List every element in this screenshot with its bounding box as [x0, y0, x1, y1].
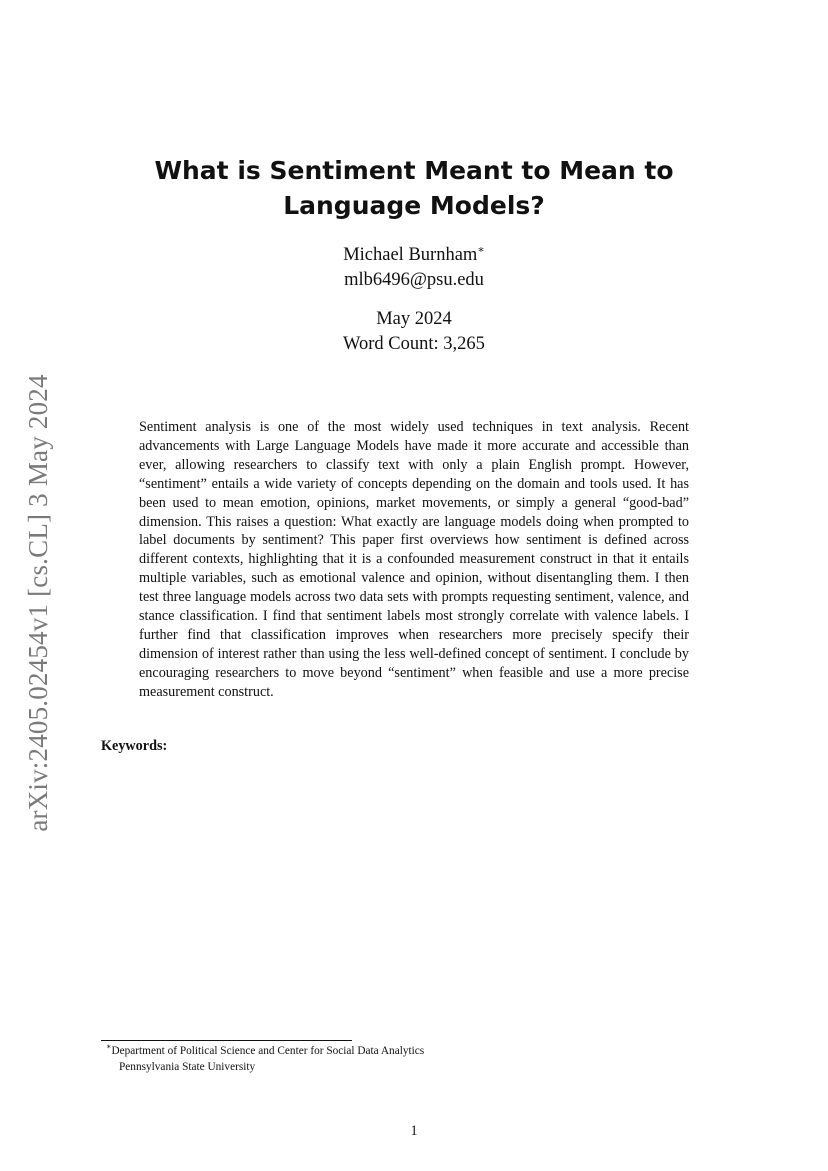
footnote-affiliation-dept: Department of Political Science and Center for Social Data Analytics — [111, 1045, 425, 1057]
author-email: mlb6496@psu.edu — [344, 270, 484, 290]
arxiv-identifier-stamp: arXiv:2405.02454v1 [cs.CL] 3 May 2024 — [23, 374, 53, 832]
footnote — [106, 1044, 706, 1075]
title-line-1: What is Sentiment Meant to Mean to — [154, 156, 674, 185]
footnote-affiliation-university: Pennsylvania State University — [119, 1060, 256, 1073]
publication-date: May 2024 — [376, 309, 452, 329]
date-block — [100, 307, 728, 357]
author-name-line — [100, 243, 728, 268]
footnote-line-1 — [106, 1042, 425, 1057]
keywords-label: Keywords: — [101, 738, 168, 754]
paper-title — [100, 153, 728, 223]
footnote-rule — [101, 1040, 352, 1041]
page-number: 1 — [410, 1123, 418, 1139]
abstract: Sentiment analysis is one of the most widely used techniques in text analysis. Recent advancements with Large Language Models have made it more accurate and accessible than ever, allowing researchers to classify text with only a plain English prompt. However, “sentiment” entails a wide variety of concepts depending on the domain and tools used. It has been used to mean emotion, opinions, market movements, or simply a general “good-bad” dimension. This raises a question: What exactly are language models doing when prompted to label documents by sentiment? This paper first overviews how sentiment is defined across different contexts, highlighting that it is a confounded measurement construct in that it entails multiple variables, such as emotional valence and opinion, without disentangling them. I then test three language models across two data sets with prompts requesting sentiment, valence, and stance classification. I find that sentiment labels most strongly correlate with valence labels. I further find that classification improves when researchers more precisely specify their dimension of interest rather than using the less well-defined concept of sentiment. I conclude by encouraging researchers to move beyond “sentiment” when feasible and use a more precise measurement construct. — [139, 419, 689, 700]
word-count: Word Count: 3,265 — [343, 334, 485, 354]
title-line-2: Language Models? — [283, 191, 545, 220]
author-name: Michael Burnham — [343, 245, 478, 265]
author-footnote-mark: ∗ — [477, 244, 485, 256]
footnote-mark: ∗ — [106, 1042, 112, 1051]
author-block — [100, 243, 728, 293]
